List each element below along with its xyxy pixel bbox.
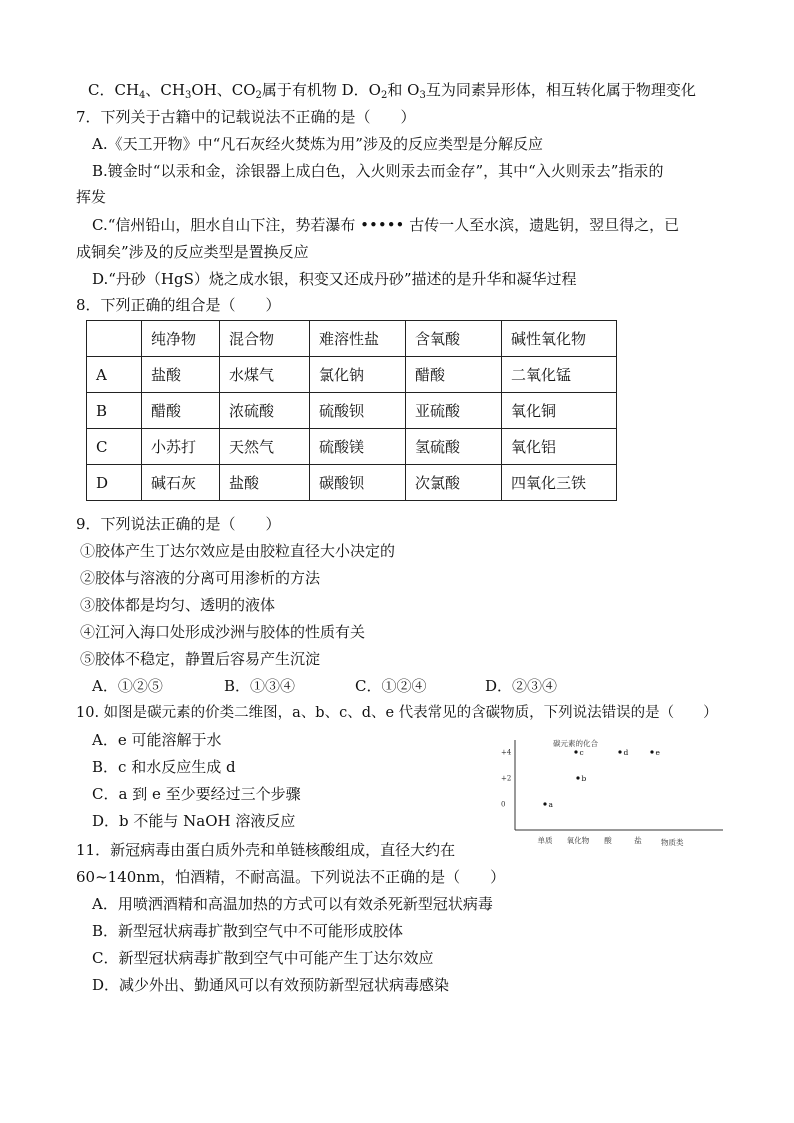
q6-c-sub4: 4 [139,90,146,101]
table-cell: 碱石灰 [142,465,220,501]
table-cell: 次氯酸 [406,465,502,501]
q10-stem: 10. 如图是碳元素的价类二维图，a、b、c、d、e 代表常见的含碳物质，下列说法错误的是（ ） [76,705,718,721]
q9-item: ①胶体产生丁达尔效应是由胶粒直径大小决定的 [80,542,396,560]
chart-point [574,750,577,753]
chart-point [543,802,546,805]
q7-stem: 7．下列关于古籍中的记载说法不正确的是（ ） [76,108,416,126]
q6-c-sub2: 2 [255,90,262,101]
table-cell: 碳酸钡 [310,465,406,501]
table-cell: 氧化铜 [502,393,617,429]
q7-option-b-line2: 挥发 [76,188,107,206]
table-cell: 盐酸 [142,357,220,393]
chart-x-category-label: 酸 [604,836,612,845]
q10-option-b: B．c 和水反应生成 d [92,758,236,776]
q8-table [86,320,617,501]
q9-item: ⑤胶体不稳定，静置后容易产生沉淀 [80,650,321,668]
q11-option-c: C．新型冠状病毒扩散到空气中可能产生丁达尔效应 [92,949,434,967]
q6-d-rest: 互为同素异形体，相互转化属于物理变化 [425,81,696,99]
q8-stem: 8．下列正确的组合是（ ） [76,296,281,314]
table-cell: 盐酸 [220,465,310,501]
q7-option-a: A.《天工开物》中“凡石灰经火焚炼为用”涉及的反应类型是分解反应 [92,135,543,153]
q11-stem-line2: 60~140nm，怕酒精，不耐高温。下列说法不正确的是（ ） [76,868,506,886]
table-cell: 四氧化三铁 [502,465,617,501]
table-cell: 浓硫酸 [220,393,310,429]
chart-points [543,748,660,809]
table-cell: 硫酸钡 [310,393,406,429]
q9-option-c: C．①②④ [355,677,427,695]
table-cell: 二氧化锰 [502,357,617,393]
table-cell: 氧化铝 [502,429,617,465]
q10-option-a: A．e 可能溶解于水 [92,731,222,749]
chart-point-label: a [548,800,553,809]
chart-y-tick-label: +4 [501,748,512,757]
chart-x-label: 物质类 [661,838,684,847]
q6-c-oh-co: OH、CO [191,81,256,99]
q10-option-c: C．a 到 e 至少要经过三个步骤 [92,785,301,803]
q11-option-d: D．减少外出、勤通风可以有效预防新型冠状病毒感染 [92,976,450,994]
q6-d-sub2: 2 [380,90,388,101]
q9-option-a: A．①②⑤ [92,677,163,695]
q7-option-c-line2: 成铜矣”涉及的反应类型是置换反应 [76,243,309,261]
q9-option-b: B．①③④ [224,677,296,695]
table-cell: 醋酸 [142,393,220,429]
q11-stem-line1: 11．新冠病毒由蛋白质外壳和单链核酸组成，直径大约在 [76,841,456,859]
table-cell: 小苏打 [142,429,220,465]
table-cell: C [87,429,142,465]
q9-item: ③胶体都是均匀、透明的液体 [80,596,276,614]
q6-c-label: C． [88,81,115,99]
table-cell: 氯化钠 [310,357,406,393]
chart-y-ticks [501,749,512,809]
q7-option-c-line1: C.“信州铅山，胆水自山下注，势若瀑布 ••••• 古传一人至水滨，遗匙钥，翌旦得之，已 [92,216,680,234]
table-cell: 醋酸 [406,357,502,393]
table-row [87,429,617,465]
q9-stem: 9．下列说法正确的是（ ） [76,515,281,533]
chart-y-tick-label: +2 [501,774,512,783]
chart-point [618,750,621,753]
chart-y-tick-label: 0 [501,800,506,809]
chart-point [650,750,653,753]
table-row [87,465,617,501]
table-header-cell: 混合物 [220,321,310,357]
table-cell: D [87,465,142,501]
chart-x-category-label: 氧化物 [566,836,590,845]
chart-y-label: 碳元素的化合 [553,739,598,748]
carbon-valence-chart [495,730,725,850]
chart-x-category-label: 单质 [537,836,553,845]
q7-option-d: D.“丹砂（HgS）烧之成水银，积变又还成丹砂”描述的是升华和凝华过程 [92,270,577,288]
table-header-row [87,321,617,357]
table-cell: 硫酸镁 [310,429,406,465]
table-row [87,393,617,429]
chart-point-label: c [579,748,584,757]
table-row [87,357,617,393]
q10-option-d: D．b 不能与 NaOH 溶液反应 [92,812,296,830]
q6-options-line [88,80,696,100]
chart-point-label: e [655,748,660,757]
q6-c-rest: 属于有机物 D．O [261,81,381,99]
chart-x-category-label: 盐 [634,836,642,845]
chart-point [576,776,579,779]
table-header-cell: 含氧酸 [406,321,502,357]
q9-option-d: D．②③④ [485,677,558,695]
table-header-cell [87,321,142,357]
chart-x-categories [538,835,643,845]
q11-option-a: A．用喷洒酒精和高温加热的方式可以有效杀死新型冠状病毒 [92,895,493,913]
q11-option-b: B．新型冠状病毒扩散到空气中不可能形成胶体 [92,922,404,940]
q6-c-sub3: 3 [184,90,192,101]
q6-c-ch4: CH [114,81,140,99]
table-cell: 天然气 [220,429,310,465]
table-header-cell: 难溶性盐 [310,321,406,357]
table-cell: 水煤气 [220,357,310,393]
chart-point-label: b [581,774,587,783]
q6-d-and: 和 O [387,81,420,99]
chart-point-label: d [623,748,629,757]
q6-d-sub3: 3 [419,90,426,101]
q9-item: ②胶体与溶液的分离可用渗析的方法 [80,569,321,587]
table-cell: 氢硫酸 [406,429,502,465]
table-cell: A [87,357,142,393]
table-header-cell: 碱性氧化物 [502,321,617,357]
q6-c-ch3: 、CH [145,81,185,99]
q9-item: ④江河入海口处形成沙洲与胶体的性质有关 [80,623,366,641]
table-cell: B [87,393,142,429]
table-header-cell: 纯净物 [142,321,220,357]
q7-option-b-line1: B.镀金时“以汞和金，涂银器上成白色，入火则汞去而金存”，其中“入火则汞去”指汞的 [92,162,664,180]
table-cell: 亚硫酸 [406,393,502,429]
